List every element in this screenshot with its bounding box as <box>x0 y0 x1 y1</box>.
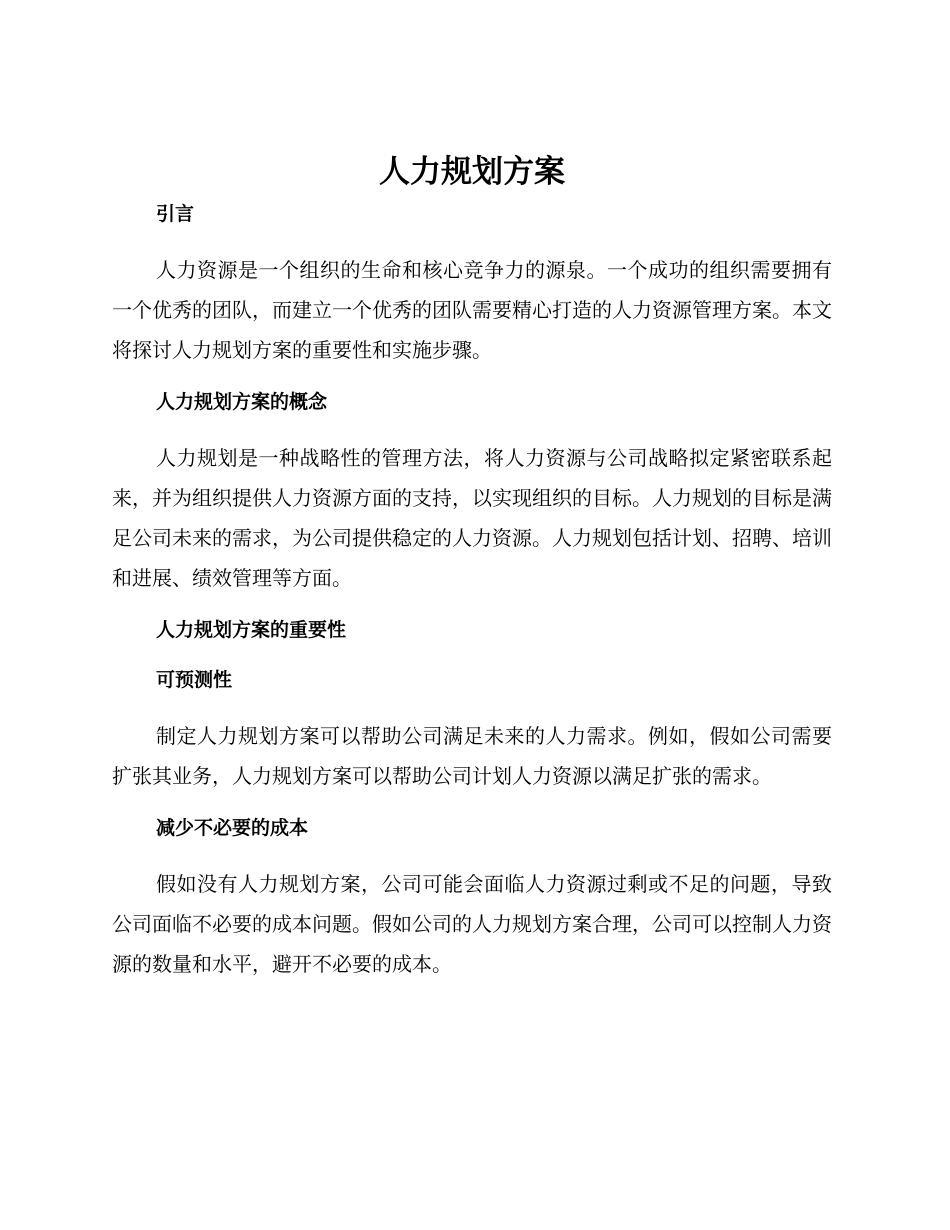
section-paragraph-cost-reduction: 假如没有人力规划方案，公司可能会面临人力资源过剩或不足的问题，导致公司面临不必要的成本问题。假如公司的人力规划方案合理，公司可以控制人力资源的数量和水平，避开不必要的成本。 <box>112 872 832 976</box>
section-paragraph-intro: 人力资源是一个组织的生命和核心竞争力的源泉。一个成功的组织需要拥有一个优秀的团队，而建立一个优秀的团队需要精心打造的人力资源管理方案。本文将探讨人力规划方案的重要性和实施步骤。 <box>112 258 832 362</box>
document-title: 人力规划方案 <box>379 154 565 190</box>
section-heading-cost-reduction: 减少不必要的成本 <box>156 817 309 839</box>
section-paragraph-predictability: 制定人力规划方案可以帮助公司满足未来的人力需求。例如，假如公司需要扩张其业务，人力规划方案可以帮助公司计划人力资源以满足扩张的需求。 <box>112 724 832 788</box>
section-paragraph-concept: 人力规划是一种战略性的管理方法，将人力资源与公司战略拟定紧密联系起来，并为组织提供人力资源方面的支持，以实现组织的目标。人力规划的目标是满足公司未来的需求，为公司提供稳定的人力资源。人力规划包括计划、招聘、培训和进展、绩效管理等方面。 <box>112 446 832 590</box>
section-heading-concept: 人力规划方案的概念 <box>156 391 328 413</box>
document-page <box>112 150 832 984</box>
section-heading-intro: 引言 <box>156 203 195 225</box>
section-heading-importance: 人力规划方案的重要性 <box>156 619 347 641</box>
section-heading-predictability: 可预测性 <box>156 669 233 691</box>
